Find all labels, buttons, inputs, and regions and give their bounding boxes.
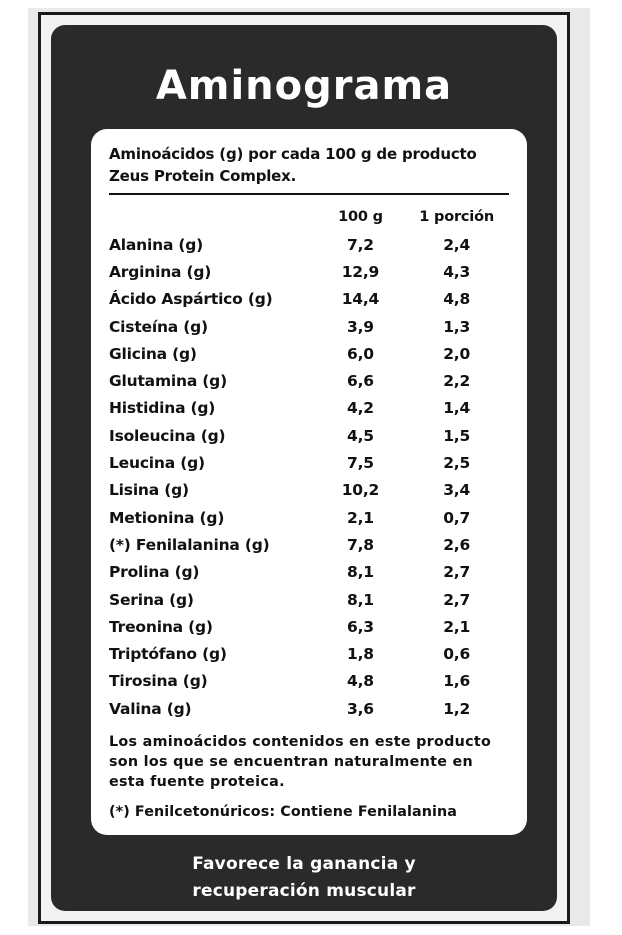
value-100g: 7,8 xyxy=(347,535,374,554)
amino-name: Tirosina (g) xyxy=(109,672,208,691)
footer-claim xyxy=(51,851,557,905)
value-portion: 1,2 xyxy=(443,699,471,718)
table-row xyxy=(109,559,509,586)
value-portion: 2,7 xyxy=(443,590,471,609)
amino-name: Glutamina (g) xyxy=(109,372,227,391)
amino-name: Triptófano (g) xyxy=(109,645,227,664)
value-100g: 7,5 xyxy=(347,454,374,473)
value-100g: 7,2 xyxy=(347,235,374,254)
amino-name: Metionina (g) xyxy=(109,508,225,527)
value-100g: 6,3 xyxy=(347,617,374,636)
table-row xyxy=(109,640,509,667)
value-100g: 6,0 xyxy=(347,344,374,363)
table-row xyxy=(109,449,509,476)
value-portion: 2,4 xyxy=(443,235,471,254)
value-portion: 0,7 xyxy=(443,508,471,527)
amino-name: Prolina (g) xyxy=(109,563,200,582)
card-intro: Aminoácidos (g) por cada 100 g de producto Zeus Protein Complex. xyxy=(109,143,509,195)
footer-line-2: recuperación muscular xyxy=(192,881,416,901)
phenylketonuric-note: (*) Fenilcetonúricos: Contiene Fenilalanina xyxy=(109,804,458,821)
value-portion: 4,3 xyxy=(443,262,471,281)
header-portion: 1 porción xyxy=(419,209,494,225)
value-portion: 1,5 xyxy=(443,426,471,445)
value-portion: 2,7 xyxy=(443,563,471,582)
value-portion: 3,4 xyxy=(443,481,471,500)
table-row xyxy=(109,395,509,422)
table-row xyxy=(109,258,509,285)
table-row xyxy=(109,531,509,558)
label-frame xyxy=(28,8,590,926)
value-portion: 2,1 xyxy=(443,617,471,636)
amino-name: Ácido Aspártico (g) xyxy=(109,290,273,309)
aminogram-card xyxy=(91,129,527,835)
amino-name: Alanina (g) xyxy=(109,235,204,254)
header-100g: 100 g xyxy=(338,209,383,225)
value-100g: 8,1 xyxy=(347,563,374,582)
value-portion: 2,6 xyxy=(443,535,471,554)
label-border xyxy=(38,12,570,924)
amino-name: Lisina (g) xyxy=(109,481,189,500)
value-100g: 4,8 xyxy=(347,672,374,691)
table-row xyxy=(109,668,509,695)
table-row xyxy=(109,313,509,340)
value-portion: 1,6 xyxy=(443,672,471,691)
table-row xyxy=(109,586,509,613)
value-portion: 2,5 xyxy=(443,454,471,473)
value-100g: 6,6 xyxy=(347,372,374,391)
table-row xyxy=(109,286,509,313)
amino-name: (*) Fenilalanina (g) xyxy=(109,535,270,554)
amino-name: Histidina (g) xyxy=(109,399,216,418)
value-100g: 8,1 xyxy=(347,590,374,609)
aminogram-table xyxy=(109,203,509,722)
table-row xyxy=(109,422,509,449)
page-title: Aminograma xyxy=(155,63,453,109)
amino-name: Cisteína (g) xyxy=(109,317,208,336)
table-row xyxy=(109,504,509,531)
value-100g: 14,4 xyxy=(341,290,380,309)
value-100g: 3,6 xyxy=(347,699,374,718)
table-row xyxy=(109,340,509,367)
value-100g: 12,9 xyxy=(341,262,380,281)
value-100g: 1,8 xyxy=(347,645,374,664)
amino-name: Glicina (g) xyxy=(109,344,197,363)
value-100g: 4,2 xyxy=(347,399,374,418)
amino-name: Arginina (g) xyxy=(109,262,212,281)
value-100g: 3,9 xyxy=(347,317,374,336)
footer-line-1: Favorece la ganancia y xyxy=(192,854,416,874)
amino-name: Leucina (g) xyxy=(109,454,205,473)
value-portion: 1,4 xyxy=(443,399,471,418)
value-100g: 10,2 xyxy=(341,481,380,500)
value-portion: 4,8 xyxy=(443,290,471,309)
amino-name: Serina (g) xyxy=(109,590,194,609)
value-100g: 2,1 xyxy=(347,508,374,527)
value-portion: 0,6 xyxy=(443,645,471,664)
table-header-row xyxy=(109,203,509,231)
table-row xyxy=(109,613,509,640)
label-panel xyxy=(51,25,557,911)
table-body xyxy=(109,231,509,722)
table-row xyxy=(109,477,509,504)
table-row xyxy=(109,367,509,394)
amino-name: Valina (g) xyxy=(109,699,192,718)
natural-source-note: Los aminoácidos contenidos en este producto son los que se encuentran naturalmente en esta fuente proteica. xyxy=(109,734,492,791)
value-100g: 4,5 xyxy=(347,426,374,445)
table-row xyxy=(109,231,509,258)
value-portion: 2,0 xyxy=(443,344,471,363)
value-portion: 1,3 xyxy=(443,317,471,336)
table-row xyxy=(109,695,509,722)
value-portion: 2,2 xyxy=(443,372,471,391)
amino-name: Isoleucina (g) xyxy=(109,426,226,445)
amino-name: Treonina (g) xyxy=(109,617,213,636)
